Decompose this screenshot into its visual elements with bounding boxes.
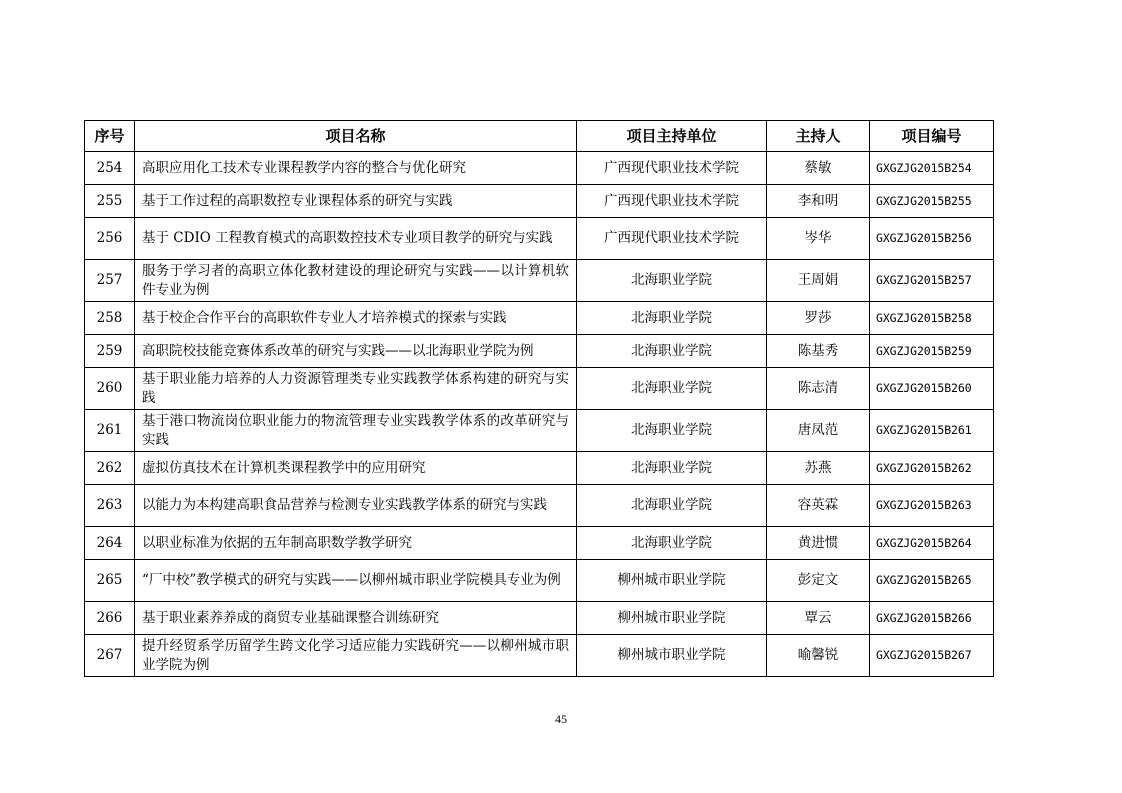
cell-project-code: GXGZJG2015B257 — [870, 260, 994, 302]
cell-project-name: 服务于学习者的高职立体化教材建设的理论研究与实践——以计算机软件专业为例 — [135, 260, 577, 302]
cell-serial-number: 260 — [85, 368, 135, 410]
cell-host-unit: 北海职业学院 — [577, 410, 767, 452]
cell-host-person: 黄进惯 — [767, 527, 870, 560]
cell-host-unit: 北海职业学院 — [577, 527, 767, 560]
cell-host-person: 李和明 — [767, 185, 870, 218]
cell-project-name: 基于工作过程的高职数控专业课程体系的研究与实践 — [135, 185, 577, 218]
cell-project-code: GXGZJG2015B260 — [870, 368, 994, 410]
cell-host-unit: 广西现代职业技术学院 — [577, 185, 767, 218]
header-serial-number: 序号 — [85, 121, 135, 152]
cell-project-name: 以职业标准为依据的五年制高职数学教学研究 — [135, 527, 577, 560]
cell-project-code: GXGZJG2015B256 — [870, 218, 994, 260]
cell-project-name: 基于校企合作平台的高职软件专业人才培养模式的探索与实践 — [135, 302, 577, 335]
page-number: 45 — [555, 712, 567, 726]
cell-host-person: 覃云 — [767, 602, 870, 635]
table-row — [85, 485, 994, 527]
cell-host-unit: 柳州城市职业学院 — [577, 560, 767, 602]
table-row — [85, 368, 994, 410]
cell-host-unit: 北海职业学院 — [577, 452, 767, 485]
cell-project-name: 基于职业素养养成的商贸专业基础课整合训练研究 — [135, 602, 577, 635]
cell-serial-number: 257 — [85, 260, 135, 302]
cell-host-person: 彭定文 — [767, 560, 870, 602]
cell-host-unit: 北海职业学院 — [577, 302, 767, 335]
table-row — [85, 560, 994, 602]
table-row — [85, 218, 994, 260]
cell-project-code: GXGZJG2015B261 — [870, 410, 994, 452]
cell-project-name: 高职应用化工技术专业课程教学内容的整合与优化研究 — [135, 152, 577, 185]
table-row — [85, 635, 994, 677]
cell-host-unit: 北海职业学院 — [577, 485, 767, 527]
cell-project-code: GXGZJG2015B254 — [870, 152, 994, 185]
table-row — [85, 602, 994, 635]
cell-serial-number: 256 — [85, 218, 135, 260]
cell-host-person: 岑华 — [767, 218, 870, 260]
cell-host-person: 罗莎 — [767, 302, 870, 335]
cell-serial-number: 262 — [85, 452, 135, 485]
cell-host-person: 蔡敏 — [767, 152, 870, 185]
cell-host-person: 苏燕 — [767, 452, 870, 485]
cell-serial-number: 263 — [85, 485, 135, 527]
cell-serial-number: 261 — [85, 410, 135, 452]
cell-serial-number: 258 — [85, 302, 135, 335]
cell-project-code: GXGZJG2015B264 — [870, 527, 994, 560]
cell-host-person: 喻馨锐 — [767, 635, 870, 677]
cell-project-code: GXGZJG2015B266 — [870, 602, 994, 635]
cell-serial-number: 265 — [85, 560, 135, 602]
header-project-code: 项目编号 — [870, 121, 994, 152]
table-row — [85, 152, 994, 185]
header-project-name: 项目名称 — [135, 121, 577, 152]
project-table — [84, 120, 994, 677]
cell-host-person: 王周娟 — [767, 260, 870, 302]
cell-serial-number: 255 — [85, 185, 135, 218]
header-host-person: 主持人 — [767, 121, 870, 152]
cell-project-name: 基于 CDIO 工程教育模式的高职数控技术专业项目教学的研究与实践 — [135, 218, 577, 260]
cell-project-name: 提升经贸系学历留学生跨文化学习适应能力实践研究——以柳州城市职业学院为例 — [135, 635, 577, 677]
cell-serial-number: 266 — [85, 602, 135, 635]
cell-project-code: GXGZJG2015B255 — [870, 185, 994, 218]
cell-host-person: 容英霖 — [767, 485, 870, 527]
cell-project-code: GXGZJG2015B258 — [870, 302, 994, 335]
table-row — [85, 185, 994, 218]
cell-project-name: 虚拟仿真技术在计算机类课程教学中的应用研究 — [135, 452, 577, 485]
cell-project-code: GXGZJG2015B265 — [870, 560, 994, 602]
cell-project-name: 高职院校技能竞赛体系改革的研究与实践——以北海职业学院为例 — [135, 335, 577, 368]
table-row — [85, 335, 994, 368]
cell-project-code: GXGZJG2015B259 — [870, 335, 994, 368]
cell-host-person: 唐凤范 — [767, 410, 870, 452]
cell-host-unit: 北海职业学院 — [577, 368, 767, 410]
cell-serial-number: 259 — [85, 335, 135, 368]
cell-host-unit: 柳州城市职业学院 — [577, 602, 767, 635]
cell-host-unit: 柳州城市职业学院 — [577, 635, 767, 677]
cell-serial-number: 254 — [85, 152, 135, 185]
cell-serial-number: 267 — [85, 635, 135, 677]
cell-project-name: 基于港口物流岗位职业能力的物流管理专业实践教学体系的改革研究与实践 — [135, 410, 577, 452]
cell-project-code: GXGZJG2015B267 — [870, 635, 994, 677]
table-row — [85, 260, 994, 302]
cell-project-code: GXGZJG2015B263 — [870, 485, 994, 527]
cell-project-name: “厂中校”教学模式的研究与实践——以柳州城市职业学院模具专业为例 — [135, 560, 577, 602]
table-header-row — [85, 121, 994, 152]
cell-project-code: GXGZJG2015B262 — [870, 452, 994, 485]
cell-host-person: 陈基秀 — [767, 335, 870, 368]
header-host-unit: 项目主持单位 — [577, 121, 767, 152]
table-row — [85, 452, 994, 485]
table-row — [85, 410, 994, 452]
cell-host-unit: 北海职业学院 — [577, 335, 767, 368]
cell-host-unit: 北海职业学院 — [577, 260, 767, 302]
cell-host-unit: 广西现代职业技术学院 — [577, 218, 767, 260]
cell-project-name: 基于职业能力培养的人力资源管理类专业实践教学体系构建的研究与实践 — [135, 368, 577, 410]
cell-serial-number: 264 — [85, 527, 135, 560]
cell-host-person: 陈志清 — [767, 368, 870, 410]
table-row — [85, 302, 994, 335]
table-row — [85, 527, 994, 560]
cell-host-unit: 广西现代职业技术学院 — [577, 152, 767, 185]
cell-project-name: 以能力为本构建高职食品营养与检测专业实践教学体系的研究与实践 — [135, 485, 577, 527]
